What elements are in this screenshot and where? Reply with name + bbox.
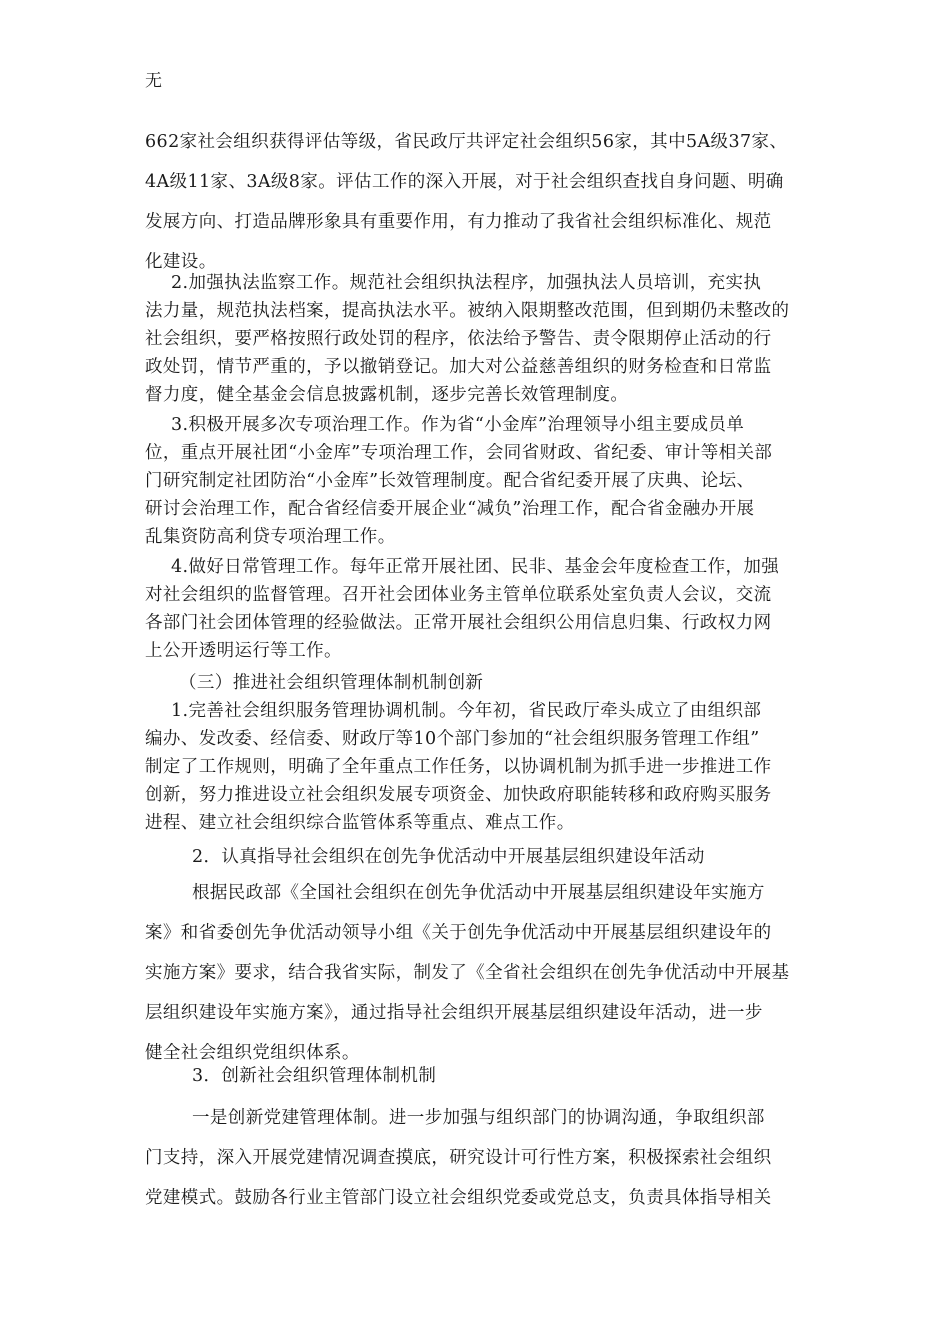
text-line: 门研究制定社团防治“小金库”长效管理制度。配合省纪委开展了庆典、论坛、	[145, 471, 755, 491]
paragraph-evaluation	[145, 122, 807, 282]
paragraph-special-governance	[145, 411, 807, 551]
section-heading	[145, 669, 807, 697]
paragraph-daily-management	[145, 553, 807, 665]
text-line: 案》和省委创先争优活动领导小组《关于创先争优活动中开展基层组织建设年的	[145, 923, 772, 943]
text-line: 根据民政部《全国社会组织在创先争优活动中开展基层组织建设年实施方	[192, 883, 765, 903]
paragraph-party-building-year	[145, 873, 807, 1073]
text-line: 662家社会组织获得评估等级，省民政厅共评定社会组织56家，其中5A级37家、	[145, 132, 788, 152]
heading-text: 2．认真指导社会组织在创先争优活动中开展基层组织建设年活动	[192, 847, 705, 867]
text-line: 创新，努力推进设立社会组织发展专项资金、加快政府职能转移和政府购买服务	[145, 785, 772, 805]
text-line: 乱集资防高利贷专项治理工作。	[145, 527, 396, 547]
text-line: 上公开透明运行等工作。	[145, 641, 342, 661]
text-line: 发展方向、打造品牌形象具有重要作用，有力推动了我省社会组织标准化、规范	[145, 212, 772, 232]
paragraph-innovation	[145, 1098, 807, 1218]
text-line: 1.完善社会组织服务管理协调机制。今年初，省民政厅牵头成立了由组织部	[171, 701, 762, 721]
text-line: 党建模式。鼓励各行业主管部门设立社会组织党委或党总支，负责具体指导相关	[145, 1188, 772, 1208]
subheading	[145, 843, 807, 871]
text-line: 进程、建立社会组织综合监管体系等重点、难点工作。	[145, 813, 575, 833]
text-line: 健全社会组织党组织体系。	[145, 1043, 360, 1063]
text-line: 层组织建设年实施方案》，通过指导社会组织开展基层组织建设年活动，进一步	[145, 1003, 763, 1023]
text-line: 政处罚，情节严重的，予以撤销登记。加大对公益慈善组织的财务检查和日常监	[145, 357, 772, 377]
text-line: 社会组织，要严格按照行政处罚的程序，依法给予警告、责令限期停止活动的行	[145, 329, 772, 349]
page-header: 无	[145, 71, 162, 91]
text-line: 一是创新党建管理体制。进一步加强与组织部门的协调沟通，争取组织部	[192, 1108, 765, 1128]
text-line: 各部门社会团体管理的经验做法。正常开展社会组织公用信息归集、行政权力网	[145, 613, 772, 633]
paragraph-coordination	[145, 697, 807, 837]
text-line: 对社会组织的监督管理。召开社会团体业务主管单位联系处室负责人会议，交流	[145, 585, 772, 605]
text-line: 位，重点开展社团“小金库”专项治理工作，会同省财政、省纪委、审计等相关部	[145, 443, 773, 463]
text-line: 4A级11家、3A级8家。评估工作的深入开展，对于社会组织查找自身问题、明确	[145, 172, 784, 192]
text-line: 制定了工作规则，明确了全年重点工作任务，以协调机制为抓手进一步推进工作	[145, 757, 772, 777]
text-line: 3.积极开展多次专项治理工作。作为省“小金库”治理领导小组主要成员单	[171, 415, 745, 435]
text-line: 化建设。	[145, 252, 217, 272]
text-line: 研讨会治理工作，配合省经信委开展企业“减负”治理工作，配合省金融办开展	[145, 499, 755, 519]
heading-text: 3．创新社会组织管理体制机制	[192, 1066, 437, 1086]
text-line: 实施方案》要求，结合我省实际，制发了《全省社会组织在创先争优活动中开展基	[145, 963, 790, 983]
text-line: 编办、发改委、经信委、财政厅等10个部门参加的“社会组织服务管理工作组”	[145, 729, 760, 749]
heading-text: （三）推进社会组织管理体制机制创新	[179, 673, 484, 693]
subheading	[145, 1056, 807, 1096]
text-line: 督力度，健全基金会信息披露机制，逐步完善长效管理制度。	[145, 385, 629, 405]
text-line: 4.做好日常管理工作。每年正常开展社团、民非、基金会年度检查工作，加强	[171, 557, 780, 577]
paragraph-law-enforcement	[145, 269, 807, 409]
text-line: 法力量，规范执法档案，提高执法水平。被纳入限期整改范围，但到期仍未整改的	[145, 301, 790, 321]
text-line: 门支持，深入开展党建情况调查摸底，研究设计可行性方案，积极探索社会组织	[145, 1148, 772, 1168]
text-line: 2.加强执法监察工作。规范社会组织执法程序，加强执法人员培训，充实执	[171, 273, 762, 293]
